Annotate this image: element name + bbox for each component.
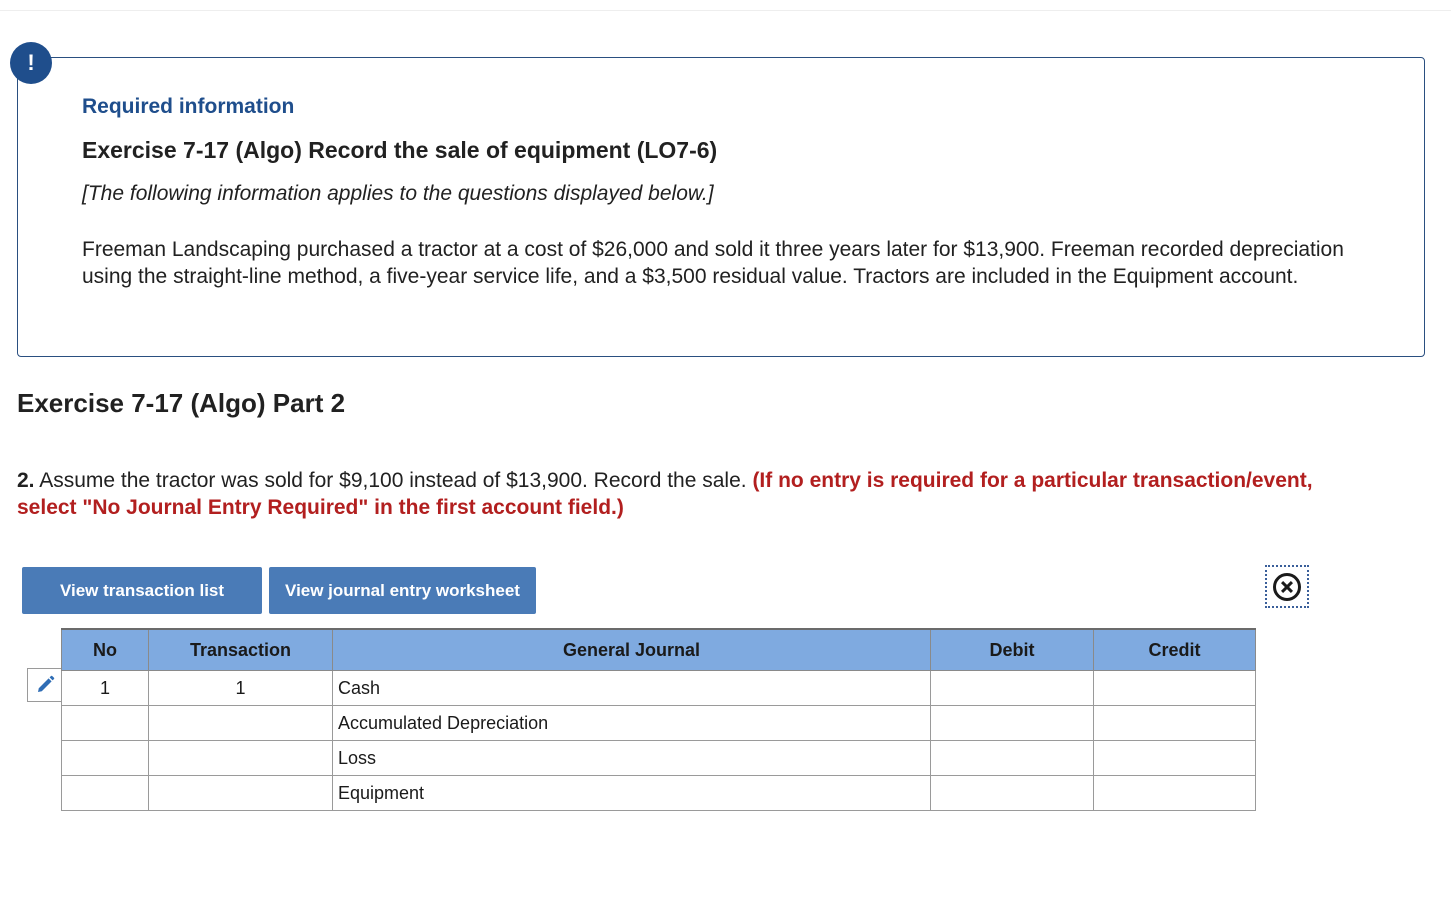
- column-header-credit: Credit: [1094, 629, 1256, 671]
- cell-credit: [1094, 706, 1256, 741]
- cell-transaction: [149, 776, 333, 811]
- cell-account: Cash: [333, 671, 931, 706]
- view-journal-entry-worksheet-button[interactable]: View journal entry worksheet: [269, 567, 536, 614]
- table-row: [62, 706, 1256, 741]
- cell-transaction: [149, 741, 333, 776]
- column-header-general-journal: General Journal: [333, 629, 931, 671]
- table-row: [62, 671, 1256, 706]
- question-number: 2.: [17, 469, 35, 492]
- table-row: [62, 741, 1256, 776]
- exercise-description: Freeman Landscaping purchased a tractor at a cost of $26,000 and sold it three years later for $13,900. Freeman recorded depreciation using the straight-line method, a five-year service life, and a $3,500 residual value. Tractors are included in the Equipment account.: [82, 238, 1344, 288]
- cell-no: [62, 706, 149, 741]
- cell-account: Accumulated Depreciation: [333, 706, 931, 741]
- question-instruction: (If no entry is required for a particular transaction/event, select "No Journal Entry Required" in the first account field.): [17, 469, 1313, 519]
- column-header-debit: Debit: [931, 629, 1094, 671]
- required-information-label: Required information: [82, 95, 295, 118]
- top-divider: [0, 10, 1451, 11]
- edit-entry-button[interactable]: [27, 668, 62, 702]
- cell-credit: [1094, 741, 1256, 776]
- cell-debit: [931, 706, 1094, 741]
- cell-debit: [931, 741, 1094, 776]
- close-circle-icon: [1273, 573, 1301, 601]
- cell-credit: [1094, 671, 1256, 706]
- close-button[interactable]: [1265, 565, 1309, 608]
- question-text: [17, 467, 1317, 521]
- cell-no: [62, 741, 149, 776]
- cell-account: Equipment: [333, 776, 931, 811]
- exercise-note: [The following information applies to the questions displayed below.]: [82, 182, 714, 205]
- cell-transaction: [149, 706, 333, 741]
- cell-transaction: 1: [149, 671, 333, 706]
- part-title: Exercise 7-17 (Algo) Part 2: [17, 388, 346, 418]
- cell-account: Loss: [333, 741, 931, 776]
- cell-debit: [931, 776, 1094, 811]
- column-header-no: No: [62, 629, 149, 671]
- pencil-icon: [34, 674, 56, 696]
- view-transaction-list-button[interactable]: View transaction list: [22, 567, 262, 614]
- table-header-row: [62, 629, 1256, 671]
- cell-no: [62, 776, 149, 811]
- exclamation-icon: !: [10, 42, 52, 84]
- cell-no: 1: [62, 671, 149, 706]
- question-prompt: Assume the tractor was sold for $9,100 instead of $13,900. Record the sale.: [34, 469, 753, 492]
- column-header-transaction: Transaction: [149, 629, 333, 671]
- journal-table: [61, 628, 1256, 811]
- exercise-title: Exercise 7-17 (Algo) Record the sale of equipment (LO7-6): [82, 137, 718, 163]
- cell-credit: [1094, 776, 1256, 811]
- table-row: [62, 776, 1256, 811]
- cell-debit: [931, 671, 1094, 706]
